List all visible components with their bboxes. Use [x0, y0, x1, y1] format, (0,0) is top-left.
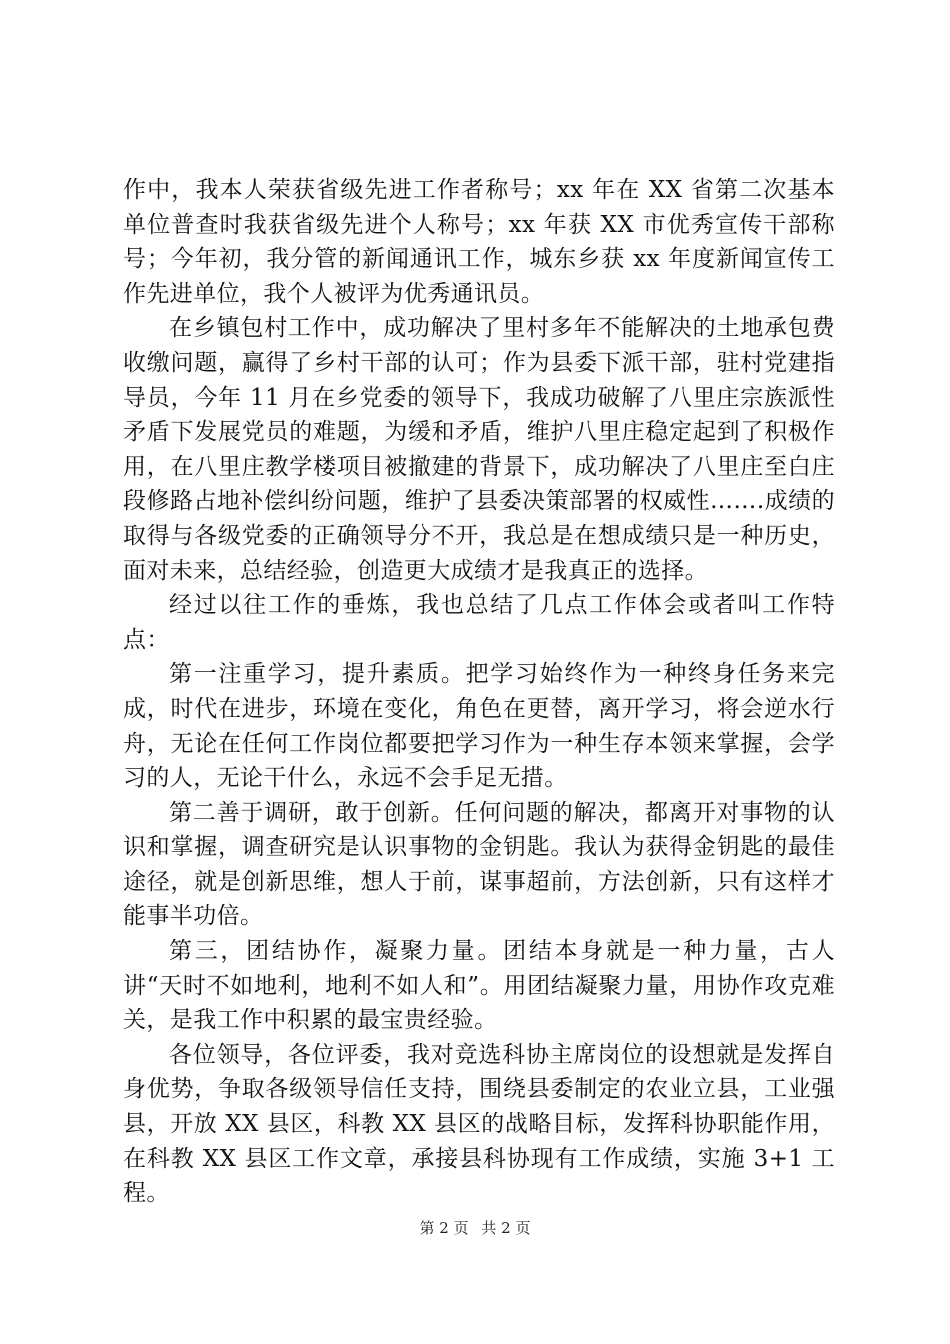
- paragraph-closing: 各位领导，各位评委，我对竞选科协主席岗位的设想就是发挥自身优势，争取各级领导信任支持，围绕县委制定的农业立县，工业强县，开放 XX 县区，科教 XX 县区的战略目标，发挥科协职能作用，在科教 XX 县区工作文章，承接县科协现有工作成绩，实施 3+1 工程。: [123, 1041, 835, 1207]
- page-total: 共 2 页: [481, 1219, 531, 1237]
- paragraph-point-research: 第二善于调研，敢于创新。任何问题的解决，都离开对事物的认识和掌握，调查研究是认识事物的金钥匙。我认为获得金钥匙的最佳途径，就是创新思维，想人于前，谋事超前，方法创新，只有这样才能事半功倍。: [123, 799, 835, 930]
- paragraph-point-unity: 第三，团结协作，凝聚力量。团结本身就是一种力量，古人讲“天时不如地利，地利不如人和”。用团结凝聚力量，用协作攻克难关，是我工作中积累的最宝贵经验。: [123, 938, 835, 1034]
- page-footer: [0, 1217, 950, 1238]
- paragraph-continuation: 作中，我本人荣获省级先进工作者称号；xx 年在 XX 省第二次基本单位普查时我获省级先进个人称号；xx 年获 XX 市优秀宣传干部称号；今年初，我分管的新闻通讯工作，城东乡获 xx 年度新闻宣传工作先进单位，我个人被评为优秀通讯员。: [123, 177, 835, 307]
- paragraph-work-summary: 经过以往工作的垂炼，我也总结了几点工作体会或者叫工作特点：: [123, 592, 835, 653]
- page-number: 第 2 页: [419, 1219, 469, 1237]
- document-body: [123, 173, 835, 1211]
- paragraph-point-study: 第一注重学习，提升素质。把学习始终作为一种终身任务来完成，时代在进步，环境在变化，角色在更替，离开学习，将会逆水行舟，无论在任何工作岗位都要把学习作为一种生存本领来掌握，会学习的人，无论干什么，永远不会手足无措。: [123, 661, 835, 792]
- paragraph-village-work: 在乡镇包村工作中，成功解决了里村多年不能解决的土地承包费收缴问题，赢得了乡村干部的认可；作为县委下派干部，驻村党建指导员，今年 11 月在乡党委的领导下，我成功破解了八里庄宗族派性矛盾下发展党员的难题，为缓和矛盾，维护八里庄稳定起到了积极作用，在八里庄教学楼项目被撤建的背景下，成功解决了八里庄至白庄段修路占地补偿纠纷问题，维护了县委决策部署的权威性…….成绩的取得与各级党委的正确领导分不开，我总是在想成绩只是一种历史，面对未来，总结经验，创造更大成绩才是我真正的选择。: [123, 315, 835, 584]
